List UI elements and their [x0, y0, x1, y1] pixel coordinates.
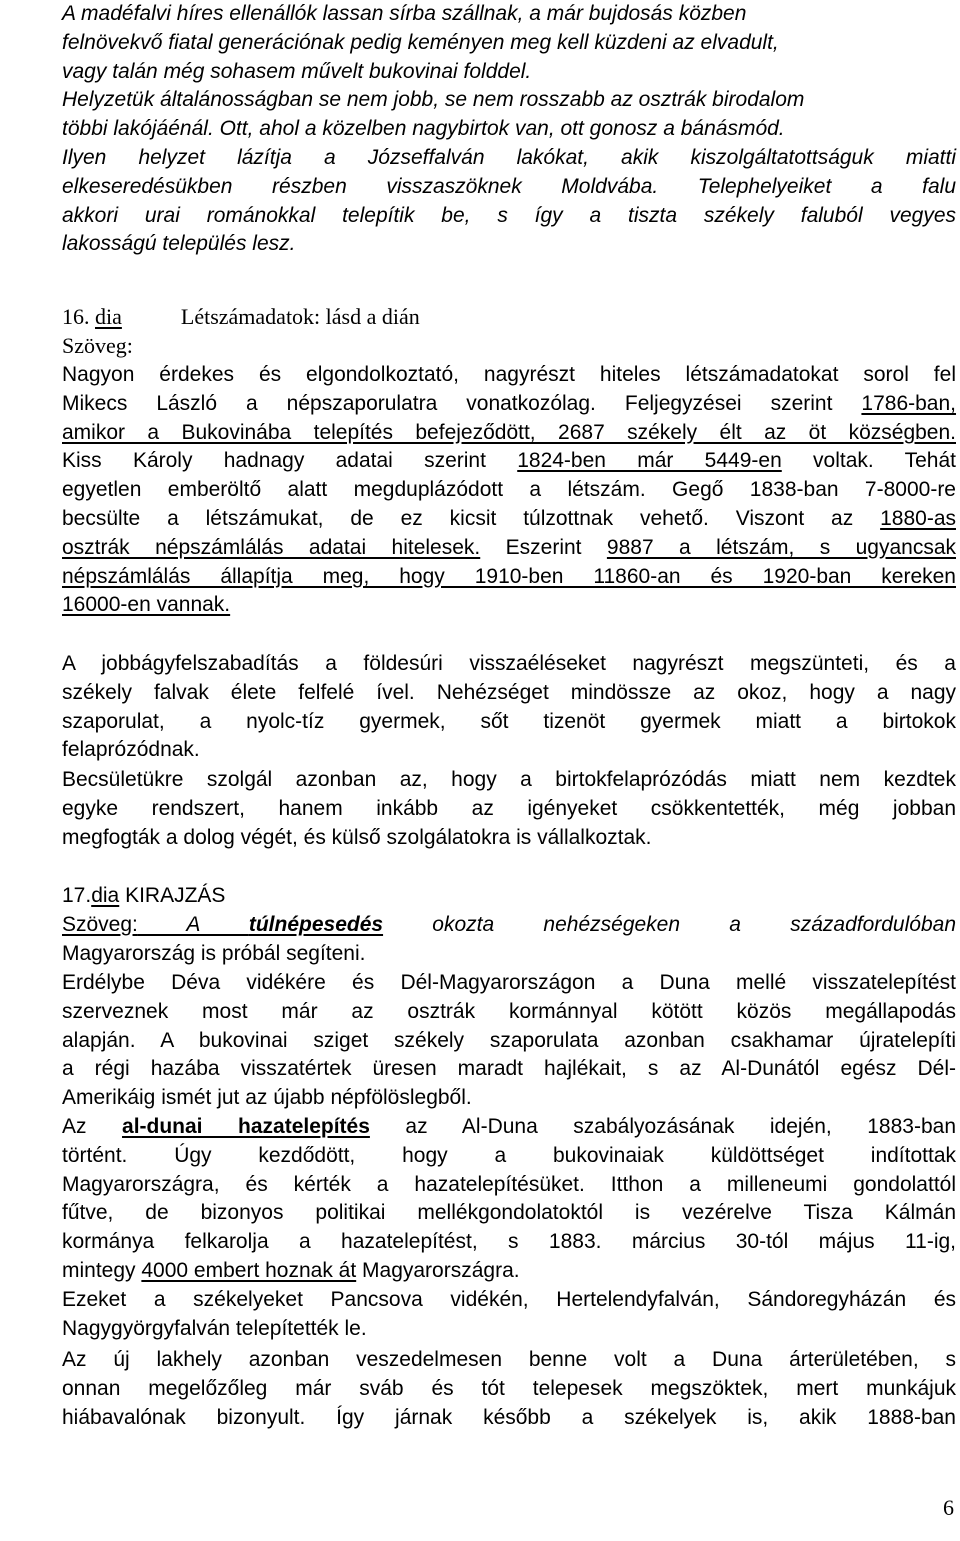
text-line: [62, 447, 956, 476]
slide-16-paragraph-1: [62, 361, 956, 620]
text-line: szerveznek most már az osztrák kormánnyal kötött közös megállapodás: [62, 999, 956, 1023]
emphasis-span: al-dunai hazatelepítés: [122, 1115, 370, 1138]
text-span: okozta nehézségeken a századfordulóban: [383, 912, 956, 936]
text-line: A jobbágyfelszabadítás a földesúri visszaéléseket nagyrészt megszünteti, és a: [62, 652, 956, 675]
text-line: [62, 390, 956, 419]
text-span: Kiss Károly hadnagy adatai szerint: [62, 449, 518, 473]
emphasis-span: túlnépesedés: [248, 912, 384, 936]
text-line: a régi hazába visszatértek üresen maradt hajlékait, s az Al-Dunától egész Dél-: [62, 1057, 956, 1081]
slide-16-paragraph-3: [62, 766, 956, 852]
slide-17-heading: [62, 882, 956, 968]
text-line: kormánya felkarolja a hazatelepítést, s 1883. március 30-tól május 11-ig,: [62, 1230, 956, 1254]
text-line: A madéfalvi híres ellenállók lassan sírba szállnak, a már bujdosás közben: [62, 2, 747, 25]
text-line: Becsületükre szolgál azonban az, hogy a birtokfelaprózódás miatt nem kezdtek: [62, 768, 956, 791]
slide-16-paragraph-2: [62, 650, 956, 765]
text-line: Erdélybe Déva vidékére és Dél-Magyarországon a Duna mellé visszatelepítést: [62, 971, 956, 994]
text-line: felnövekvő fiatal generációnak pedig keményen meg kell küzdeni az elvadult,: [62, 30, 779, 54]
slide-dia-label: dia: [91, 884, 120, 907]
text-line: akkori urai románokkal telepítik be, s így a tiszta székely faluból vegyes: [62, 203, 956, 227]
text-line: szaporulat, a nyolc-tíz gyermek, sőt tizenöt gyermek miatt a birtokok: [62, 709, 956, 733]
slide-dia-label: dia: [95, 304, 122, 329]
slide-title: Létszámadatok: lásd a dián: [180, 304, 420, 329]
text-line: [62, 1113, 956, 1142]
text-span: becsülte a létszámukat, de ez kicsit túlzottnak vehető. Viszont az: [62, 506, 881, 530]
text-line: lakosságú település lesz.: [62, 232, 296, 256]
text-line: egyke rendszert, hanem inkább az igényeket csökkentették, még jobban: [62, 796, 956, 820]
slide-number: 17.: [62, 884, 92, 907]
text-line: onnan megelőzőleg már sváb és tót telepesek megszöktek, mert munkájuk: [62, 1376, 956, 1400]
underlined-span: 1824-ben már 5449-en: [517, 449, 782, 473]
intro-italic-paragraph: [62, 0, 956, 259]
text-line: fűtve, de bizonyos politikai mellékgondolatoktól is vezérelve Tisza Kálmán: [62, 1201, 956, 1225]
text-line: történt. Úgy kezdődött, hogy a bukovinaiak küldöttséget indítottak: [62, 1143, 956, 1167]
text-line: felaprózódnak.: [62, 738, 200, 762]
slide-17-paragraph-3: [62, 1286, 956, 1344]
underlined-span: 1880-as: [880, 506, 956, 530]
text-line: alapján. A bukovinai sziget székely szaporulata azonban csakhamar újratelepíti: [62, 1028, 956, 1052]
slide-number: 16.: [62, 304, 90, 329]
text-line: Nagyon érdekes és elgondolkoztató, nagyrészt hiteles létszámadatokat sorol fel: [62, 363, 956, 386]
underlined-span: osztrák népszámlálás adatai hitelesek.: [62, 535, 481, 559]
text-line: népszámlálás állapítja meg, hogy 1910-ben 11860-an és 1920-ban kereken: [62, 564, 956, 588]
underlined-span: 9887 a létszám, s ugyancsak: [606, 535, 956, 559]
text-line: egyetlen emberöltő alatt megduplázódott a létszám. Gegő 1838-ban 7-8000-re: [62, 478, 956, 502]
text-line: amikor a Bukovinába telepítés befejeződött, 2687 székely élt az öt községben.: [62, 420, 956, 444]
text-line: székely falvak élete felfelé ível. Nehézséget mindössze az okoz, hogy a nagy: [62, 680, 956, 704]
text-line: 16000-en vannak.: [62, 593, 231, 617]
text-line: Nagygyörgyfalván telepítették le.: [62, 1316, 367, 1340]
slide-17-paragraph-2: [62, 1113, 956, 1286]
slide-17-paragraph-4: [62, 1346, 956, 1432]
text-line: többi lakójáénál. Ott, ahol a közelben nagybirtok van, ott gonosz a bánásmód.: [62, 117, 785, 141]
text-line: Ilyen helyzet lázítja a Józseffalván lakókat, akik kiszolgáltatottságuk miatti: [62, 145, 956, 169]
text-span: mintegy: [62, 1258, 142, 1282]
text-line: Ezeket a székelyeket Pancsova vidékén, Hertelendyfalván, Sándoregyházán és: [62, 1288, 956, 1311]
text-line: [62, 534, 956, 563]
text-line: Helyzetük általánosságban se nem jobb, se nem rosszabb az osztrák birodalom: [62, 88, 805, 112]
text-span: Mikecs László a népszaporulatra vonatkozólag.: [62, 391, 596, 415]
page-number: 6: [943, 1495, 954, 1520]
text-line: Magyarországra, és kérték a hazatelepítésüket. Itthon a milleneumi gondolattól: [62, 1172, 956, 1196]
text-line: [62, 911, 956, 940]
szoveg-label: Szöveg:: [62, 333, 133, 358]
text-line: Az új lakhely azonban veszedelmesen benne volt a Duna árterületében, s: [62, 1348, 956, 1371]
text-span: Feljegyzései szerint: [595, 391, 862, 415]
underlined-span: 1786-ban,: [861, 391, 957, 415]
text-span: A: [137, 912, 249, 936]
text-span: Az: [62, 1115, 123, 1138]
text-line: vagy talán még sohasem művelt bukovinai folddel.: [62, 59, 532, 83]
heading-line: [62, 882, 956, 911]
text-span: Magyarországra.: [356, 1258, 520, 1282]
text-line: hiábavalónak bizonyult. Így járnak később a székelyek is, akik 1888-ban: [62, 1405, 956, 1429]
text-span: voltak. Tehát: [781, 449, 957, 473]
text-line: Magyarország is próbál segíteni.: [62, 941, 366, 965]
slide-16-heading: [62, 302, 956, 360]
text-line: megfogták a dolog végét, és külső szolgálatokra is vállalkoztak.: [62, 825, 652, 849]
underlined-span: 4000 embert hoznak át: [141, 1258, 357, 1282]
text-line: [62, 1257, 956, 1286]
text-span: az Al-Duna szabályozásának idején, 1883-ban: [369, 1115, 957, 1138]
text-line: Amerikáig ismét jut az újabb népfölöslegből.: [62, 1086, 472, 1110]
text-line: [62, 505, 956, 534]
text-line: elkeseredésükben részben visszaszöknek Moldvába. Telephelyeiket a falu: [62, 174, 956, 198]
szoveg-label: Szöveg:: [62, 912, 138, 936]
slide-17-paragraph-1: [62, 969, 956, 1113]
slide-title: KIRAJZÁS: [119, 884, 226, 907]
text-span: Eszerint: [480, 535, 607, 559]
